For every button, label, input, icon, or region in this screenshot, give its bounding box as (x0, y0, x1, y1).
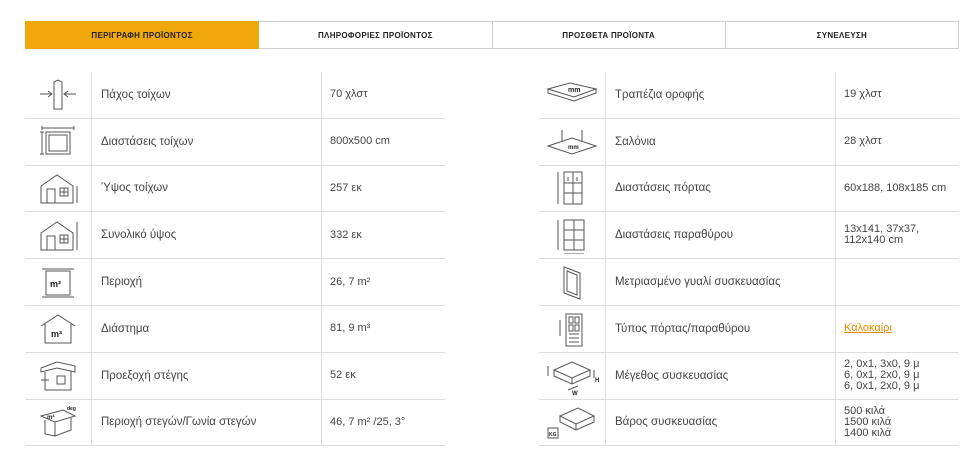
spec-row-tempered-glass (539, 259, 959, 306)
tab-additional-products[interactable]: ΠΡΟΣΘΕΤΑ ΠΡΟΪΟΝΤΑ (493, 21, 726, 49)
spec-value: 26, 7 m² (330, 275, 371, 288)
spec-label: Τραπέζια οροφής (606, 72, 836, 118)
tab-product-information[interactable]: ΠΛΗΡΟΦΟΡΙΕΣ ΠΡΟΪΟΝΤΟΣ (259, 21, 492, 49)
svg-text:mm: mm (568, 86, 581, 94)
package-size-icon (539, 353, 606, 399)
spec-value: 2, 0x1, 3x0, 9 μ 6, 0x1, 2x0, 9 μ 6, 0x1, 2x0, 9 μ (844, 358, 920, 393)
window-dimensions-icon (539, 212, 606, 258)
spec-value: 800x500 cm (330, 135, 390, 148)
spec-label: Περιοχή στεγών/Γωνία στεγών (92, 400, 322, 446)
spec-value: 46, 7 m² /25, 3° (330, 415, 406, 428)
spec-value: 70 χλστ (330, 88, 368, 101)
svg-text:W: W (572, 390, 578, 396)
tab-assembly[interactable]: ΣΥΝΕΛΕΥΣΗ (726, 21, 959, 49)
specs-table-left (25, 72, 445, 446)
spec-row-window-dimensions (539, 212, 959, 259)
tab-product-description[interactable]: ΠΕΡΙΓΡΑΦΗ ΠΡΟΪΟΝΤΟΣ (25, 21, 259, 49)
wall-thickness-icon (25, 72, 92, 118)
spec-value: 28 χλστ (844, 135, 882, 148)
door-window-type-link[interactable]: Καλοκαίρι (844, 322, 892, 335)
floor-boards-icon (539, 119, 606, 165)
product-tabs (25, 21, 959, 49)
spec-row-wall-thickness (25, 72, 445, 119)
spec-row-floor-boards (539, 119, 959, 166)
spec-row-roof-overhang (25, 353, 445, 400)
roof-boards-icon (539, 72, 606, 118)
spec-label: Διαστάσεις πόρτας (606, 166, 836, 212)
spec-value (836, 306, 959, 352)
svg-text:m³: m³ (51, 328, 62, 339)
spec-label: Προεξοχή στέγης (92, 353, 322, 399)
spec-value: 500 κιλά 1500 κιλά 1400 κιλά (844, 404, 892, 439)
spec-row-package-size (539, 353, 959, 400)
spec-label: Συνολικό ύψος (92, 212, 322, 258)
wall-height-icon (25, 166, 92, 212)
spec-label: Μέγεθος συσκευασίας (606, 353, 836, 399)
spec-label: Διάστημα (92, 306, 322, 352)
spec-row-total-height (25, 212, 445, 259)
spec-value: 19 χλστ (844, 88, 882, 101)
spec-row-door-dimensions (539, 166, 959, 213)
svg-text:deg: deg (67, 406, 76, 413)
spec-row-roof-boards (539, 72, 959, 119)
svg-text:m²: m² (50, 279, 61, 290)
spec-value: 13x141, 37x37, 112x140 cm (844, 223, 920, 247)
spec-row-volume (25, 306, 445, 353)
spec-value: 81, 9 m³ (330, 322, 371, 335)
spec-label: Ύψος τοίχων (92, 166, 322, 212)
spec-label: Περιοχή (92, 259, 322, 305)
spec-label: Διαστάσεις τοίχων (92, 119, 322, 165)
spec-row-wall-dimensions (25, 119, 445, 166)
spec-label: Μετριασμένο γυαλί συσκευασίας (606, 259, 836, 305)
spec-row-wall-height (25, 166, 445, 213)
roof-area-angle-icon (25, 400, 92, 446)
spec-label: Διαστάσεις παραθύρου (606, 212, 836, 258)
spec-value (836, 259, 959, 305)
spec-label: Σαλόνια (606, 119, 836, 165)
door-window-type-icon (539, 306, 606, 352)
spec-label: Βάρος συσκευασίας (606, 400, 836, 446)
specs-table-right (539, 72, 959, 446)
spec-value: 52 εκ (330, 369, 356, 382)
spec-value: 332 εκ (330, 228, 362, 241)
svg-text:H: H (595, 377, 600, 384)
spec-value: 257 εκ (330, 181, 362, 194)
spec-row-area (25, 259, 445, 306)
spec-label: Πάχος τοίχων (92, 72, 322, 118)
svg-text:mm: mm (568, 144, 579, 151)
spec-row-door-window-type (539, 306, 959, 353)
spec-row-package-weight (539, 400, 959, 447)
spec-label: Τύπος πόρτας/παραθύρου (606, 306, 836, 352)
wall-dimensions-icon (25, 119, 92, 165)
spec-value: 60x188, 108x185 cm (844, 181, 947, 194)
area-icon (25, 259, 92, 305)
tempered-glass-icon (539, 259, 606, 305)
volume-icon (25, 306, 92, 352)
spec-row-roof-area-angle (25, 400, 445, 447)
door-dimensions-icon (539, 166, 606, 212)
roof-overhang-icon (25, 353, 92, 399)
total-height-icon (25, 212, 92, 258)
svg-text:m²: m² (47, 415, 55, 422)
package-weight-icon (539, 400, 606, 446)
svg-text:KG: KG (549, 432, 557, 439)
